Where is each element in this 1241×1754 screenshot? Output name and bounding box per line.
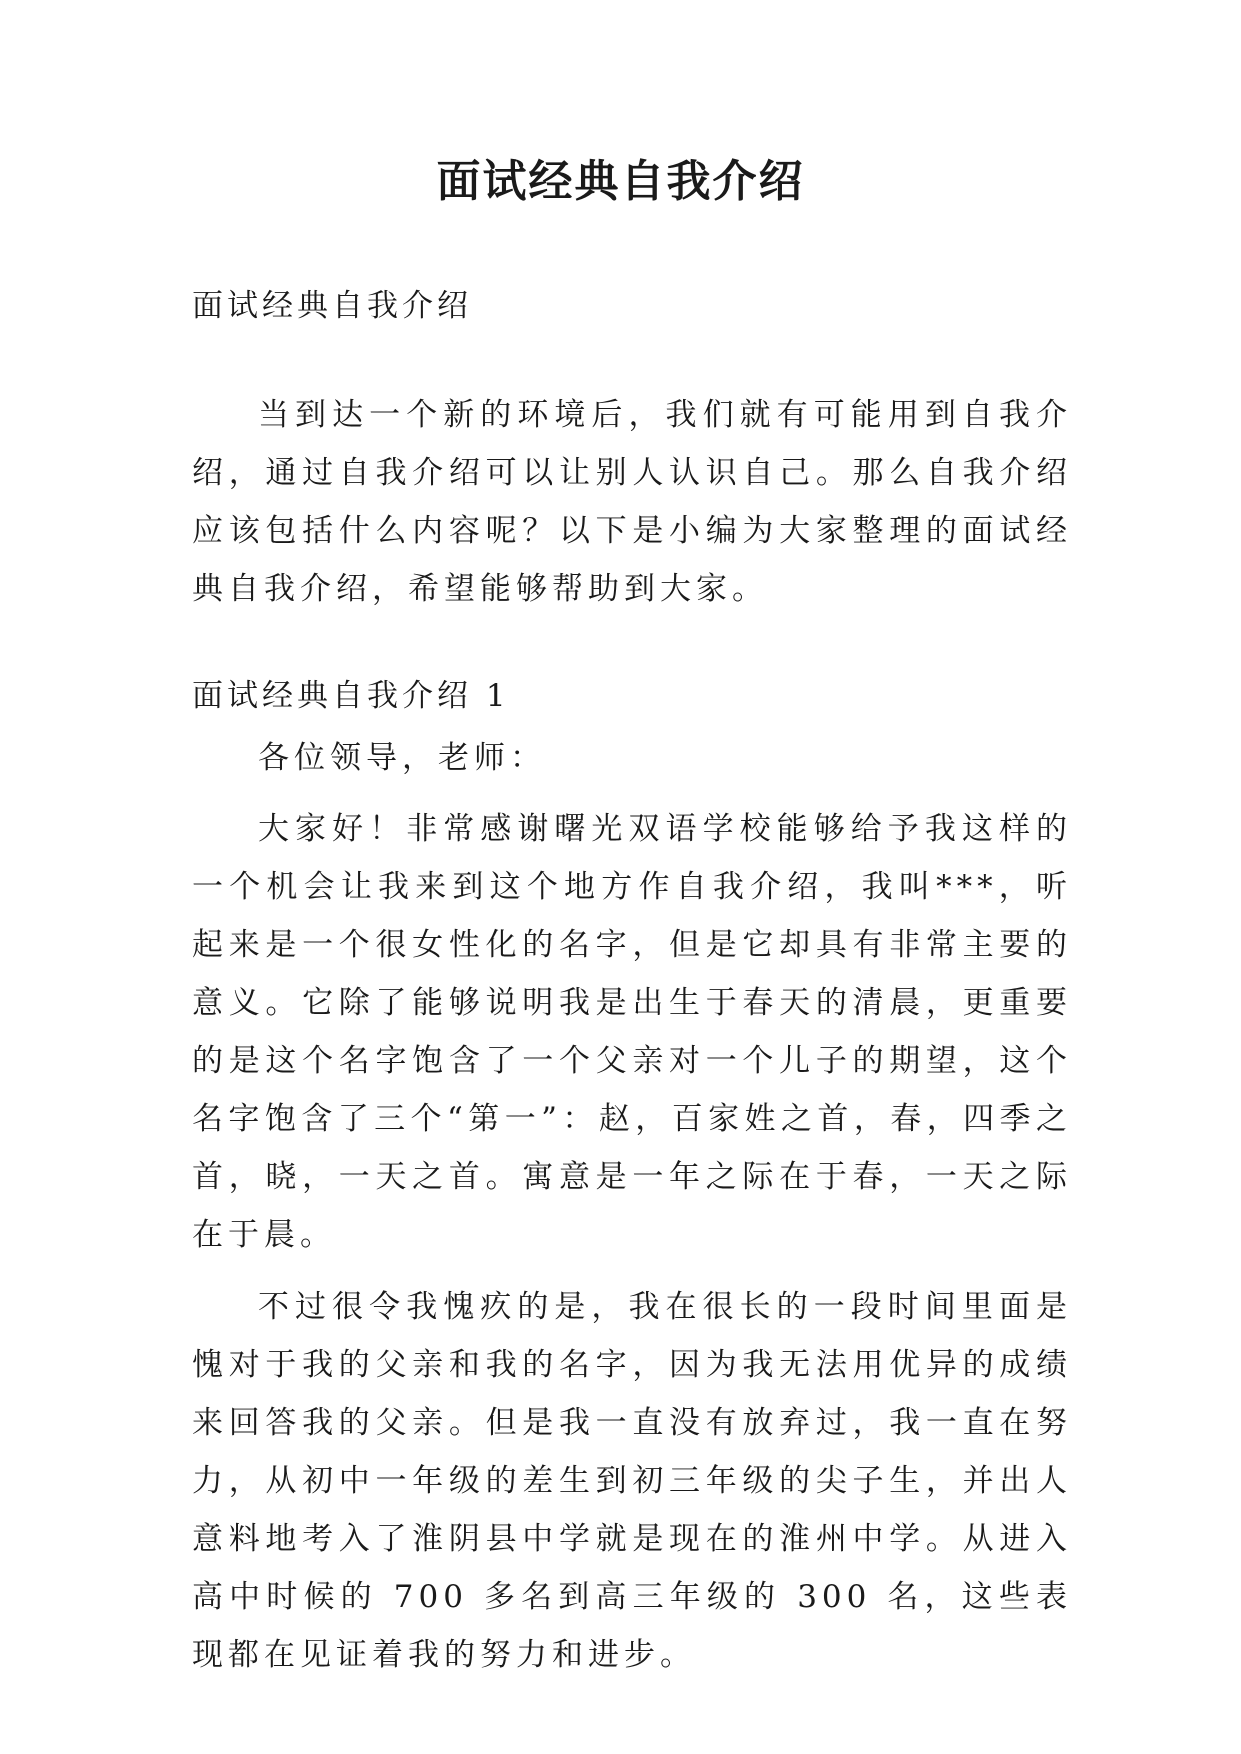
section-heading: 面试经典自我介绍 1: [192, 678, 510, 714]
intro-paragraph: 当到达一个新的环境后，我们就有可能用到自我介绍，通过自我介绍可以让别人认识自己。那么自我介绍应该包括什么内容呢？以下是小编为大家整理的面试经典自我介绍，希望能够帮助到大家。: [192, 397, 1072, 607]
document-body: [192, 286, 1072, 1684]
salutation: 各位领导，老师：: [258, 740, 546, 776]
body-paragraph: 不过很令我愧疚的是，我在很长的一段时间里面是愧对于我的父亲和我的名字，因为我无法用优异的成绩来回答我的父亲。但是我一直没有放弃过，我一直在努力，从初中一年级的差生到初三年级的尖子生，并出人意料地考入了淮阴县中学就是现在的淮州中学。从进入高中时候的 700 多名到高三年级的 300 名，这些表现都在见证着我的努力和进步。: [192, 1289, 1072, 1673]
body-paragraph: 大家好！非常感谢曙光双语学校能够给予我这样的一个机会让我来到这个地方作自我介绍，我叫***，听起来是一个很女性化的名字，但是它却具有非常主要的意义。它除了能够说明我是出生于春天的清晨，更重要的是这个名字饱含了一个父亲对一个儿子的期望，这个名字饱含了三个“第一”：赵，百家姓之首，春，四季之首，晓，一天之首。寓意是一年之际在于春，一天之际在于晨。: [192, 811, 1072, 1253]
article-heading: 面试经典自我介绍: [192, 288, 472, 324]
document-title: 面试经典自我介绍: [436, 156, 805, 207]
